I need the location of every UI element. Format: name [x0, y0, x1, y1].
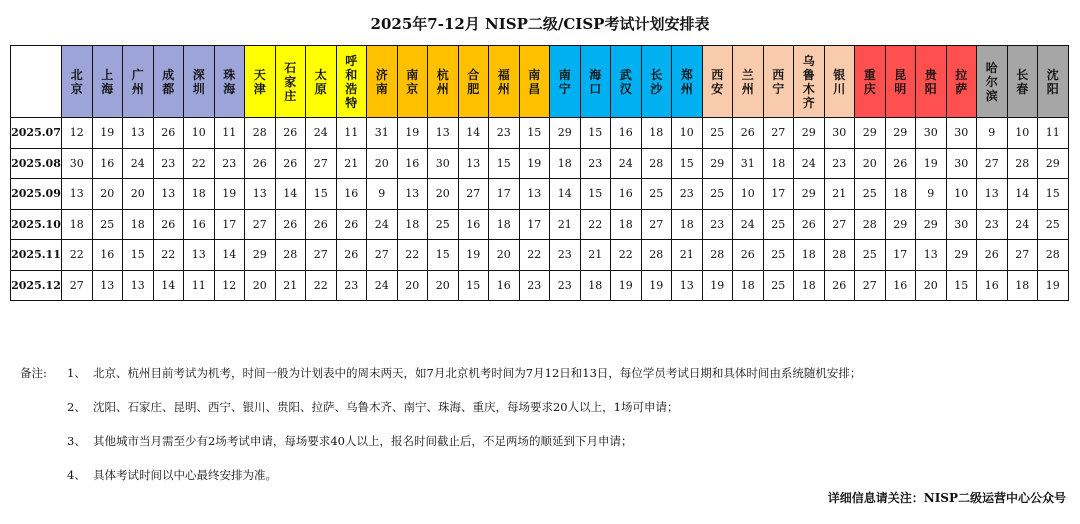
exam-day-cell: 25: [702, 118, 733, 149]
exam-day-cell: 13: [123, 118, 154, 149]
exam-day-cell: 25: [428, 209, 459, 240]
exam-day-cell: 24: [611, 148, 642, 179]
exam-day-cell: 12: [214, 270, 245, 301]
exam-day-cell: 17: [214, 209, 245, 240]
exam-day-cell: 10: [672, 118, 703, 149]
exam-day-cell: 27: [1007, 240, 1038, 271]
exam-day-cell: 13: [397, 179, 428, 210]
exam-day-cell: 25: [855, 179, 886, 210]
exam-day-cell: 27: [62, 270, 93, 301]
exam-day-cell: 13: [916, 240, 947, 271]
exam-day-cell: 29: [885, 209, 916, 240]
exam-day-cell: 29: [946, 240, 977, 271]
city-header-cell: [62, 46, 93, 118]
exam-day-cell: 26: [733, 240, 764, 271]
exam-day-cell: 9: [977, 118, 1008, 149]
exam-day-cell: 20: [855, 148, 886, 179]
exam-day-cell: 29: [794, 118, 825, 149]
exam-day-cell: 13: [977, 179, 1008, 210]
month-cell: 2025.08: [11, 148, 62, 179]
exam-day-cell: 30: [62, 148, 93, 179]
exam-day-cell: 24: [733, 209, 764, 240]
exam-day-cell: 15: [946, 270, 977, 301]
month-cell: 2025.09: [11, 179, 62, 210]
note-number: 3、: [67, 434, 86, 448]
exam-day-cell: 26: [885, 148, 916, 179]
exam-day-cell: 15: [519, 118, 550, 149]
note-text: 其他城市当月需至少有2场考试申请，每场要求40人以上，报名时间截止后，不足两场的顺延到下月申请；: [93, 434, 633, 448]
exam-day-cell: 16: [92, 148, 123, 179]
exam-day-cell: 24: [1007, 209, 1038, 240]
city-header-cell: [336, 46, 367, 118]
city-name: 哈尔滨: [985, 60, 998, 103]
table-row: [11, 179, 1069, 210]
city-name: 海口: [589, 67, 602, 96]
exam-day-cell: 25: [855, 240, 886, 271]
city-header-cell: [306, 46, 337, 118]
city-header-cell: [672, 46, 703, 118]
exam-day-cell: 18: [794, 240, 825, 271]
exam-day-cell: 17: [489, 179, 520, 210]
exam-day-cell: 29: [1038, 148, 1069, 179]
exam-day-cell: 23: [824, 148, 855, 179]
exam-day-cell: 16: [397, 148, 428, 179]
exam-day-cell: 23: [702, 209, 733, 240]
exam-day-cell: 25: [92, 209, 123, 240]
exam-day-cell: 13: [519, 179, 550, 210]
note-number: 2、: [67, 400, 86, 414]
note-number: 1、: [67, 366, 86, 380]
exam-day-cell: 10: [1007, 118, 1038, 149]
exam-day-cell: 15: [580, 179, 611, 210]
exam-day-cell: 27: [824, 209, 855, 240]
exam-day-cell: 11: [214, 118, 245, 149]
exam-day-cell: 24: [367, 270, 398, 301]
exam-day-cell: 16: [184, 209, 215, 240]
table-row: [11, 118, 1069, 149]
exam-day-cell: 15: [580, 118, 611, 149]
exam-day-cell: 20: [92, 179, 123, 210]
note-item: [67, 467, 277, 483]
city-name: 福州: [497, 67, 510, 96]
exam-day-cell: 27: [306, 240, 337, 271]
city-header-cell: [794, 46, 825, 118]
exam-day-cell: 16: [611, 118, 642, 149]
exam-day-cell: 25: [763, 270, 794, 301]
exam-day-cell: 22: [611, 240, 642, 271]
exam-day-cell: 18: [62, 209, 93, 240]
city-header-cell: [92, 46, 123, 118]
city-name: 太原: [314, 67, 327, 96]
exam-day-cell: 18: [580, 270, 611, 301]
exam-day-cell: 24: [306, 118, 337, 149]
exam-day-cell: 26: [336, 240, 367, 271]
exam-day-cell: 26: [275, 209, 306, 240]
exam-day-cell: 18: [794, 270, 825, 301]
city-header-cell: [702, 46, 733, 118]
city-name: 贵阳: [924, 67, 937, 96]
exam-day-cell: 26: [275, 148, 306, 179]
exam-day-cell: 20: [123, 179, 154, 210]
exam-day-cell: 25: [763, 209, 794, 240]
exam-day-cell: 19: [92, 118, 123, 149]
city-header-cell: [733, 46, 764, 118]
month-cell: 2025.07: [11, 118, 62, 149]
exam-day-cell: 23: [672, 179, 703, 210]
exam-day-cell: 21: [275, 270, 306, 301]
exam-day-cell: 18: [733, 270, 764, 301]
exam-day-cell: 18: [611, 209, 642, 240]
exam-day-cell: 23: [153, 148, 184, 179]
city-header-cell: [214, 46, 245, 118]
city-name: 杭州: [436, 67, 449, 96]
exam-day-cell: 19: [611, 270, 642, 301]
exam-day-cell: 20: [428, 270, 459, 301]
city-name: 北京: [70, 67, 83, 96]
exam-day-cell: 29: [550, 118, 581, 149]
exam-day-cell: 23: [336, 270, 367, 301]
exam-day-cell: 31: [367, 118, 398, 149]
exam-day-cell: 15: [1038, 179, 1069, 210]
exam-day-cell: 15: [123, 240, 154, 271]
exam-day-cell: 14: [550, 179, 581, 210]
exam-day-cell: 25: [702, 179, 733, 210]
exam-day-cell: 16: [885, 270, 916, 301]
exam-day-cell: 16: [92, 240, 123, 271]
exam-day-cell: 20: [428, 179, 459, 210]
exam-day-cell: 27: [641, 209, 672, 240]
note-text: 沈阳、石家庄、昆明、西宁、银川、贵阳、拉萨、乌鲁木齐、南宁、珠海、重庆，每场要求20人以上，1场可申请；: [93, 400, 679, 414]
exam-day-cell: 14: [1007, 179, 1038, 210]
exam-day-cell: 15: [489, 148, 520, 179]
exam-day-cell: 29: [916, 209, 947, 240]
exam-day-cell: 9: [916, 179, 947, 210]
exam-day-cell: 14: [458, 118, 489, 149]
exam-day-cell: 22: [397, 240, 428, 271]
exam-day-cell: 28: [641, 148, 672, 179]
exam-day-cell: 20: [916, 270, 947, 301]
exam-day-cell: 10: [184, 118, 215, 149]
exam-day-cell: 14: [153, 270, 184, 301]
exam-day-cell: 28: [855, 209, 886, 240]
exam-day-cell: 26: [733, 118, 764, 149]
city-header-cell: [1038, 46, 1069, 118]
exam-day-cell: 18: [763, 148, 794, 179]
note-number: 4、: [67, 468, 86, 482]
city-name: 西宁: [772, 67, 785, 96]
city-name: 广州: [131, 67, 144, 96]
city-header-cell: [977, 46, 1008, 118]
exam-day-cell: 10: [946, 179, 977, 210]
exam-day-cell: 19: [519, 148, 550, 179]
exam-day-cell: 19: [1038, 270, 1069, 301]
table-corner-cell: [11, 46, 62, 118]
city-name: 石家庄: [284, 60, 297, 103]
city-name: 合肥: [467, 67, 480, 96]
exam-day-cell: 30: [946, 148, 977, 179]
exam-day-cell: 14: [275, 179, 306, 210]
exam-day-cell: 27: [306, 148, 337, 179]
note-item: [67, 433, 632, 449]
city-header-cell: [885, 46, 916, 118]
exam-day-cell: 18: [397, 209, 428, 240]
note-item: [67, 365, 861, 381]
exam-day-cell: 11: [1038, 118, 1069, 149]
city-header-cell: [184, 46, 215, 118]
city-name: 南昌: [528, 67, 541, 96]
exam-day-cell: 19: [641, 270, 672, 301]
exam-day-cell: 27: [763, 118, 794, 149]
exam-day-cell: 24: [794, 148, 825, 179]
exam-day-cell: 13: [184, 240, 215, 271]
exam-day-cell: 22: [580, 209, 611, 240]
exam-day-cell: 18: [184, 179, 215, 210]
exam-day-cell: 20: [489, 240, 520, 271]
city-header-cell: [123, 46, 154, 118]
exam-day-cell: 15: [672, 148, 703, 179]
exam-day-cell: 30: [916, 118, 947, 149]
exam-day-cell: 18: [672, 209, 703, 240]
exam-day-cell: 20: [397, 270, 428, 301]
city-name: 南京: [406, 67, 419, 96]
exam-day-cell: 30: [946, 118, 977, 149]
city-header-cell: [611, 46, 642, 118]
exam-day-cell: 16: [336, 179, 367, 210]
exam-day-cell: 27: [245, 209, 276, 240]
notes-label: 备注:: [20, 366, 47, 380]
exam-day-cell: 26: [794, 209, 825, 240]
month-cell: 2025.12: [11, 270, 62, 301]
city-header-cell: [946, 46, 977, 118]
exam-day-cell: 18: [550, 148, 581, 179]
exam-day-cell: 26: [824, 270, 855, 301]
city-header-cell: [397, 46, 428, 118]
city-header-cell: [916, 46, 947, 118]
exam-day-cell: 22: [153, 240, 184, 271]
city-header-cell: [489, 46, 520, 118]
exam-day-cell: 11: [336, 118, 367, 149]
table-header-row: [11, 46, 1069, 118]
exam-day-cell: 23: [977, 209, 1008, 240]
city-name: 珠海: [223, 67, 236, 96]
exam-day-cell: 25: [763, 240, 794, 271]
city-header-cell: [458, 46, 489, 118]
exam-day-cell: 13: [428, 118, 459, 149]
table-row: [11, 270, 1069, 301]
exam-day-cell: 13: [92, 270, 123, 301]
exam-day-cell: 26: [306, 209, 337, 240]
city-header-cell: [153, 46, 184, 118]
city-header-cell: [824, 46, 855, 118]
exam-day-cell: 11: [184, 270, 215, 301]
city-name: 成都: [162, 67, 175, 96]
exam-day-cell: 18: [123, 209, 154, 240]
exam-day-cell: 22: [519, 240, 550, 271]
exam-day-cell: 13: [245, 179, 276, 210]
page-title: 2025年7-12月 NISP二级/CISP考试计划安排表: [370, 15, 710, 33]
exam-day-cell: 22: [184, 148, 215, 179]
exam-day-cell: 22: [62, 240, 93, 271]
city-name: 长春: [1016, 67, 1029, 96]
exam-day-cell: 26: [245, 148, 276, 179]
exam-day-cell: 29: [702, 148, 733, 179]
city-name: 长沙: [650, 67, 663, 96]
exam-day-cell: 13: [123, 270, 154, 301]
footer-follow-notice: 详细信息请关注：NISP二级运营中心公众号: [827, 491, 1066, 505]
exam-day-cell: 16: [611, 179, 642, 210]
city-name: 武汉: [619, 67, 632, 96]
exam-day-cell: 20: [245, 270, 276, 301]
note-text: 具体考试时间以中心最终安排为准。: [93, 468, 277, 482]
note-text: 北京、杭州目前考试为机考，时间一般为计划表中的周末两天，如7月北京机考时间为7月12日和13日，每位学员考试日期和具体时间由系统随机安排；: [93, 366, 862, 380]
exam-day-cell: 29: [885, 118, 916, 149]
exam-day-cell: 22: [306, 270, 337, 301]
exam-day-cell: 26: [275, 118, 306, 149]
city-header-cell: [367, 46, 398, 118]
exam-day-cell: 26: [153, 209, 184, 240]
exam-schedule-table: [10, 45, 1069, 301]
exam-day-cell: 21: [580, 240, 611, 271]
city-name: 沈阳: [1046, 67, 1059, 96]
city-header-cell: [550, 46, 581, 118]
exam-day-cell: 16: [489, 270, 520, 301]
exam-day-cell: 28: [1007, 148, 1038, 179]
city-name: 深圳: [192, 67, 205, 96]
city-header-cell: [1007, 46, 1038, 118]
exam-day-cell: 13: [672, 270, 703, 301]
exam-day-cell: 21: [672, 240, 703, 271]
exam-day-cell: 29: [855, 118, 886, 149]
exam-day-cell: 20: [367, 148, 398, 179]
exam-day-cell: 26: [153, 118, 184, 149]
exam-day-cell: 12: [62, 118, 93, 149]
exam-day-cell: 18: [489, 209, 520, 240]
city-header-cell: [428, 46, 459, 118]
exam-day-cell: 19: [397, 118, 428, 149]
exam-day-cell: 23: [489, 118, 520, 149]
exam-day-cell: 19: [916, 148, 947, 179]
exam-day-cell: 24: [367, 209, 398, 240]
city-name: 上海: [101, 67, 114, 96]
table-row: [11, 240, 1069, 271]
exam-day-cell: 23: [214, 148, 245, 179]
exam-day-cell: 27: [977, 148, 1008, 179]
exam-day-cell: 28: [641, 240, 672, 271]
exam-day-cell: 18: [641, 118, 672, 149]
exam-day-cell: 21: [550, 209, 581, 240]
exam-day-cell: 17: [519, 209, 550, 240]
city-name: 郑州: [680, 67, 693, 96]
city-name: 呼和浩特: [345, 53, 358, 110]
exam-day-cell: 16: [458, 209, 489, 240]
exam-day-cell: 10: [733, 179, 764, 210]
exam-day-cell: 29: [245, 240, 276, 271]
exam-day-cell: 9: [367, 179, 398, 210]
exam-day-cell: 23: [550, 270, 581, 301]
city-header-cell: [580, 46, 611, 118]
exam-day-cell: 27: [367, 240, 398, 271]
exam-day-cell: 30: [946, 209, 977, 240]
city-name: 南宁: [558, 67, 571, 96]
city-header-cell: [763, 46, 794, 118]
exam-day-cell: 28: [275, 240, 306, 271]
exam-day-cell: 28: [824, 240, 855, 271]
city-name: 银川: [833, 67, 846, 96]
exam-day-cell: 23: [519, 270, 550, 301]
exam-day-cell: 31: [733, 148, 764, 179]
exam-day-cell: 13: [62, 179, 93, 210]
exam-day-cell: 15: [306, 179, 337, 210]
exam-day-cell: 30: [824, 118, 855, 149]
exam-day-cell: 14: [214, 240, 245, 271]
exam-day-cell: 17: [763, 179, 794, 210]
city-name: 天津: [253, 67, 266, 96]
exam-day-cell: 17: [885, 240, 916, 271]
city-header-cell: [245, 46, 276, 118]
exam-day-cell: 27: [855, 270, 886, 301]
exam-day-cell: 24: [123, 148, 154, 179]
exam-day-cell: 28: [245, 118, 276, 149]
exam-day-cell: 23: [550, 240, 581, 271]
exam-day-cell: 29: [794, 179, 825, 210]
exam-day-cell: 30: [428, 148, 459, 179]
exam-day-cell: 28: [702, 240, 733, 271]
exam-day-cell: 27: [458, 179, 489, 210]
note-item: [67, 399, 678, 415]
city-header-cell: [641, 46, 672, 118]
exam-day-cell: 26: [336, 209, 367, 240]
exam-day-cell: 15: [458, 270, 489, 301]
table-row: [11, 148, 1069, 179]
exam-day-cell: 18: [1007, 270, 1038, 301]
city-name: 拉萨: [955, 67, 968, 96]
table-row: [11, 209, 1069, 240]
exam-day-cell: 28: [1038, 240, 1069, 271]
exam-day-cell: 25: [641, 179, 672, 210]
city-name: 昆明: [894, 67, 907, 96]
city-header-cell: [275, 46, 306, 118]
exam-day-cell: 16: [977, 270, 1008, 301]
city-header-cell: [855, 46, 886, 118]
city-header-cell: [519, 46, 550, 118]
city-name: 济南: [375, 67, 388, 96]
exam-day-cell: 19: [214, 179, 245, 210]
city-name: 西安: [711, 67, 724, 96]
month-cell: 2025.10: [11, 209, 62, 240]
city-name: 乌鲁木齐: [802, 53, 815, 110]
exam-day-cell: 21: [824, 179, 855, 210]
month-cell: 2025.11: [11, 240, 62, 271]
exam-day-cell: 25: [1038, 209, 1069, 240]
exam-day-cell: 13: [458, 148, 489, 179]
city-name: 重庆: [863, 67, 876, 96]
city-name: 兰州: [741, 67, 754, 96]
exam-day-cell: 23: [580, 148, 611, 179]
exam-day-cell: 19: [458, 240, 489, 271]
exam-day-cell: 15: [428, 240, 459, 271]
exam-day-cell: 26: [977, 240, 1008, 271]
exam-day-cell: 21: [336, 148, 367, 179]
exam-day-cell: 13: [153, 179, 184, 210]
exam-day-cell: 18: [885, 179, 916, 210]
exam-day-cell: 19: [702, 270, 733, 301]
